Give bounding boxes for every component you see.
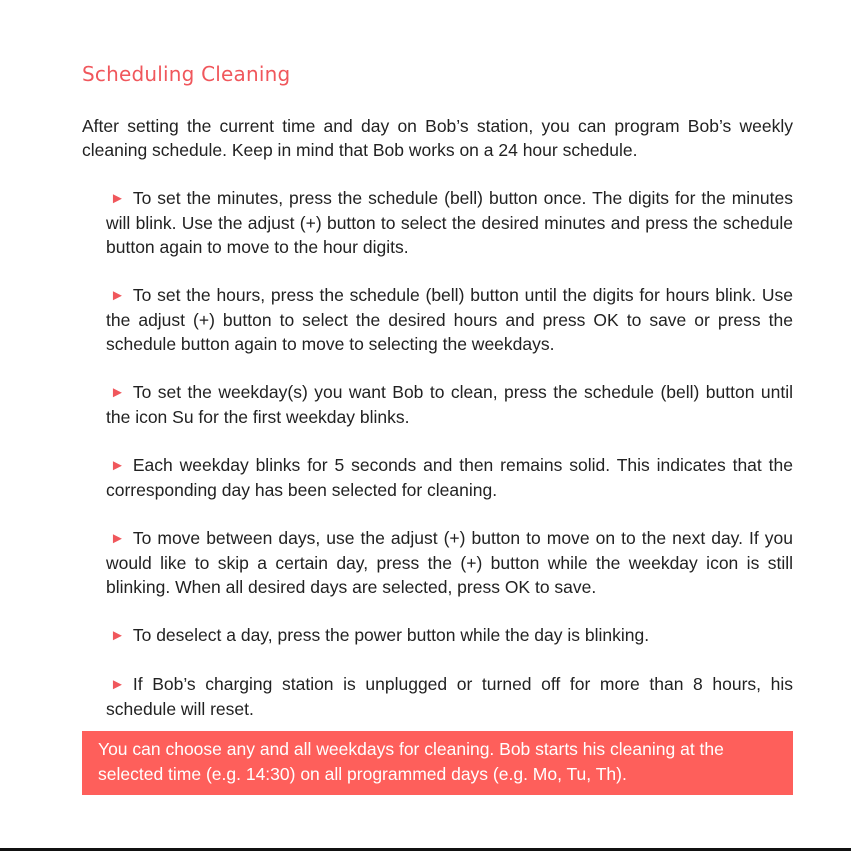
instruction-item xyxy=(106,283,793,356)
info-note-box xyxy=(82,731,793,795)
instruction-item xyxy=(106,186,793,259)
bullet-arrow-icon: ► xyxy=(110,676,125,693)
instruction-text: To set the weekday(s) you want Bob to clean, press the schedule (bell) button until the icon Su for the first weekday blinks. xyxy=(106,382,793,427)
instruction-item xyxy=(106,623,793,648)
instruction-text: If Bob’s charging station is unplugged or turned off for more than 8 hours, his schedule will reset. xyxy=(106,674,793,719)
intro-paragraph: After setting the current time and day on Bob’s station, you can program Bob’s weekly cleaning schedule. Keep in mind that Bob works on a 24 hour schedule. xyxy=(82,116,793,160)
bullet-arrow-icon: ► xyxy=(110,190,125,207)
instruction-item xyxy=(106,453,793,502)
instruction-text: To move between days, use the adjust (+) button to move on to the next day. If you would like to skip a certain day, press the (+) button while the weekday icon is still blinking. When all desired days are selected, press OK to save. xyxy=(106,528,793,597)
instruction-item xyxy=(106,380,793,429)
instruction-text: To set the minutes, press the schedule (bell) button once. The digits for the minutes will blink. Use the adjust (+) button to select the desired minutes and press the schedule button again to move to the hour digits. xyxy=(106,188,793,257)
instruction-item xyxy=(106,526,793,599)
instruction-text: Each weekday blinks for 5 seconds and then remains solid. This indicates that the corresponding day has been selected for cleaning. xyxy=(106,455,793,500)
bullet-arrow-icon: ► xyxy=(110,457,125,474)
manual-page xyxy=(82,62,793,745)
instruction-list xyxy=(82,186,793,721)
bullet-arrow-icon: ► xyxy=(110,287,125,304)
bullet-arrow-icon: ► xyxy=(110,384,125,401)
instruction-text: To deselect a day, press the power button while the day is blinking. xyxy=(132,625,650,645)
bullet-arrow-icon: ► xyxy=(110,627,125,644)
info-note-text: You can choose any and all weekdays for cleaning. Bob starts his cleaning at the selected time (e.g. 14:30) on all programmed days (e.g. Mo, Tu, Th). xyxy=(98,739,724,784)
section-title: Scheduling Cleaning xyxy=(82,62,291,86)
instruction-text: To set the hours, press the schedule (bell) button until the digits for hours blink. Use the adjust (+) button to select the desired hours and press OK to save or press the schedule button again to move to selecting the weekdays. xyxy=(106,285,793,354)
bullet-arrow-icon: ► xyxy=(110,530,125,547)
instruction-item xyxy=(106,672,793,721)
